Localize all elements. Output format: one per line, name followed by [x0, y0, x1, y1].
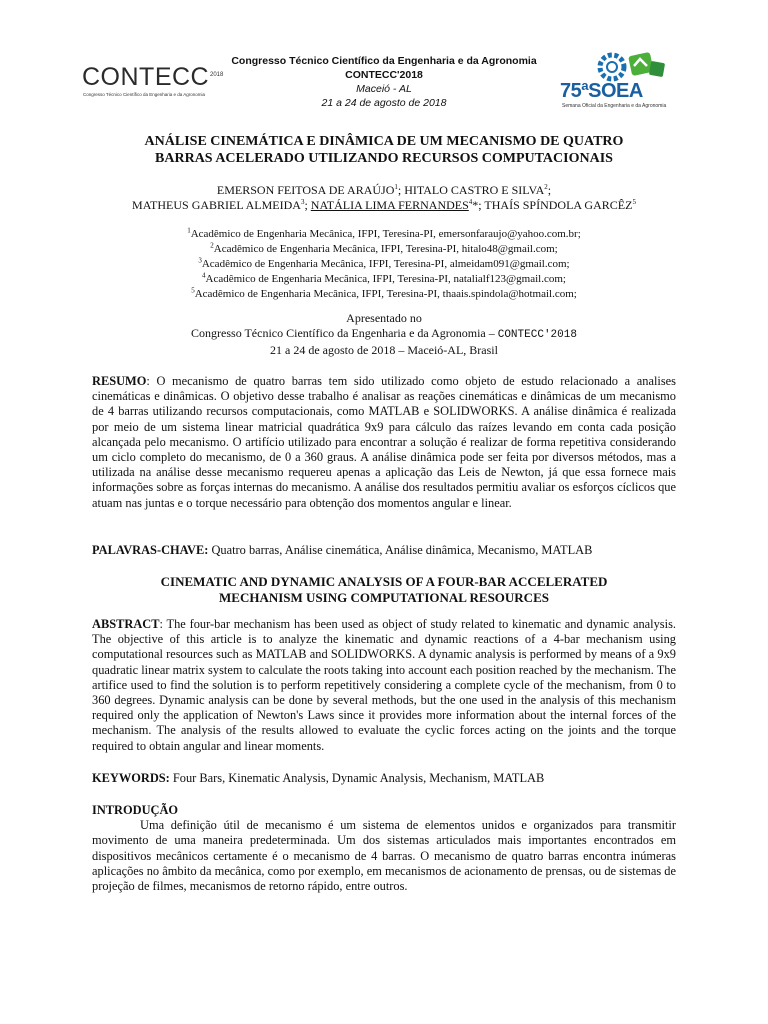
- affiliation-3: $^3$Acadêmico de Engenharia Mecânica, IFPI, Teresina-PI, almeidam091@gmail.com;: [198, 256, 570, 270]
- contecc-logo-subtitle: Congresso Técnico Científico da Engenharia e da Agronomia: [83, 92, 205, 97]
- contecc-logo-year: 2018: [210, 72, 224, 78]
- presented-label: Apresentado no: [346, 311, 422, 325]
- affiliation-1: $^1$Acadêmico de Engenharia Mecânica, IFPI, Teresina-PI, emersonfaraujo@yahoo.com.br;: [187, 226, 581, 240]
- paper-title-en-line1: CINEMATIC AND DYNAMIC ANALYSIS OF A FOUR-BAR ACCELERATED: [160, 574, 608, 589]
- conference-acronym: CONTECC'2018: [345, 69, 423, 81]
- author-3: MATHEUS GABRIEL ALMEIDA: [132, 198, 301, 212]
- affiliation-list: [40, 227, 728, 302]
- paper-title-en: [60, 574, 708, 606]
- paper-title-pt-line1: ANÁLISE CINEMÁTICA E DINÂMICA DE UM MECANISMO DE QUATRO: [144, 134, 624, 149]
- palavras-chave-text: Quatro barras, Análise cinemática, Análise dinâmica, Mecanismo, MATLAB: [208, 543, 593, 557]
- presented-at: [40, 311, 728, 358]
- conference-info: [200, 54, 568, 110]
- abstract-text: : The four-bar mechanism has been used as object of study related to kinematic and dynamic analysis. The objective of this article is to analyze the kinematic and dynamic reactions of a 4-bar mechanism using computational resources such as MATLAB and SOLIDWORKS. A dynamic analysis is performed by means of a 9x9 quadratic linear matrix system to calculate the roots taking into account each position reached by the mechanism. The artifice used to find the solution is to perform repetitively considering a complete cycle of the mechanism, from 0 to 360 degrees. Dynamic analysis can be done by several methods, but the one used in the analysis of this mechanism required only the application of Newton's Laws since it provides more information about the internal forces of the mechanism. The analysis of the results allowed to evaluate the cyclic forces acting on the joints and the torque required to obtain angular and linear moments.: [92, 617, 676, 753]
- affiliation-2: $^2$Acadêmico de Engenharia Mecânica, IFPI, Teresina-PI, hitalo48@gmail.com;: [210, 241, 558, 255]
- presented-dates: 21 a 24 de agosto de 2018 – Maceió-AL, Brasil: [270, 343, 498, 357]
- paper-title-pt-line2: BARRAS ACELERADO UTILIZANDO RECURSOS COMPUTACIONAIS: [155, 151, 613, 166]
- resumo-label: RESUMO: [92, 374, 147, 388]
- author-2: HITALO CASTRO E SILVA: [404, 183, 545, 197]
- palavras-chave: [92, 543, 676, 558]
- contecc-logo-word: CONTECC: [82, 63, 210, 91]
- keywords-text: Four Bars, Kinematic Analysis, Dynamic Analysis, Mechanism, MATLAB: [169, 771, 545, 785]
- conference-name: Congresso Técnico Científico da Engenharia e da Agronomia: [231, 55, 537, 67]
- soea-emblem-icon: [592, 50, 672, 82]
- soea-logo-word: 75ªSOEA: [560, 80, 643, 102]
- affiliation-5: $^5$Acadêmico de Engenharia Mecânica, IFPI, Teresina-PI, thaais.spindola@hotmail.com;: [191, 286, 577, 300]
- authors-line1: EMERSON FEITOSA DE ARAÚJO$^1$; HITALO CASTRO E SILVA$^2$;: [216, 183, 552, 197]
- keywords-label: KEYWORDS:: [92, 771, 170, 785]
- introduction-heading: INTRODUÇÃO: [92, 803, 179, 817]
- author-1: EMERSON FEITOSA DE ARAÚJO: [216, 183, 395, 197]
- resumo-text: : O mecanismo de quatro barras tem sido utilizado como objeto de estudo relacionado a analises cinemáticas e dinâmicas. O objetivo desse trabalho é analisar as reações cinemáticas e dinâmicas de um mecanismo de 4 barras utilizando recursos computacionais, como MATLAB e SOLIDWORKS. A análise dinâmica é realizada por meio de um sistema linear matricial quadrática 9x9 para cálculo das raízes levando em conta cada posição alcançada pelo mecanismo. O artifício utilizado para encontrar a solução é realizar de forma repetitiva considerando um ciclo completo do mecanismo, de 0 a 360 graus. A análise dinâmica pode ser feita por diversos métodos, mas a utilizada na análise desse mecanismo requereu apenas a aplicação das Leis de Newton, já que essa fornece mais informações sobre as forças internas do mecanismo. A análise dos resultados permitiu avaliar os esforços cíclicos que atuam nas juntas e o torque necessário para obtenção dos momentos angular e linear.: [92, 374, 676, 510]
- author-4: NATÁLIA LIMA FERNANDES: [310, 198, 469, 212]
- paper-title-en-line2: MECHANISM USING COMPUTATIONAL RESOURCES: [219, 590, 549, 605]
- affiliation-4: $^4$Acadêmico de Engenharia Mecânica, IFPI, Teresina-PI, natalialf123@gmail.com;: [202, 271, 566, 285]
- conference-header: [0, 0, 768, 120]
- keywords: [92, 771, 676, 786]
- palavras-chave-label: PALAVRAS-CHAVE:: [92, 543, 209, 557]
- resumo-section: [92, 374, 676, 511]
- authors-line2: MATHEUS GABRIEL ALMEIDA$^3$; NATÁLIA LIMA FERNANDES$^4$*; THAÍS SPÍNDOLA GARCÊZ$^5$: [132, 198, 636, 212]
- author-5: THAÍS SPÍNDOLA GARCÊZ: [484, 198, 633, 212]
- abstract-label: ABSTRACT: [92, 617, 160, 631]
- introduction-text: Uma definição útil de mecanismo é um sistema de elementos unidos e organizados para transmitir movimento de uma maneira predeterminada. Um dos sistemas articulados mais importantes encontrados em dispositivos mecânicos certamente é o mecanismo de 4 barras. O mecanismo de quatro barras encontra inúmeras aplicações no âmbito da mecânica, como por exemplo, em mecanismos de acionamento de prensas, ou de sistemas de projeção de filmes, mecanismos de retorno rápido, entre outros.: [92, 818, 676, 894]
- abstract-section: [92, 617, 676, 754]
- introduction-section: [92, 803, 676, 894]
- paper-title-pt: [60, 133, 708, 167]
- conference-location: Maceió - AL: [356, 83, 412, 95]
- soea-logo-subtitle: Semana Oficial da Engenharia e da Agronomia: [562, 103, 667, 109]
- conference-dates: 21 a 24 de agosto de 2018: [321, 97, 447, 109]
- presented-conference: Congresso Técnico Científico da Engenharia e da Agronomia – CONTECC'2018: [191, 326, 577, 341]
- soea-logo: [558, 50, 693, 110]
